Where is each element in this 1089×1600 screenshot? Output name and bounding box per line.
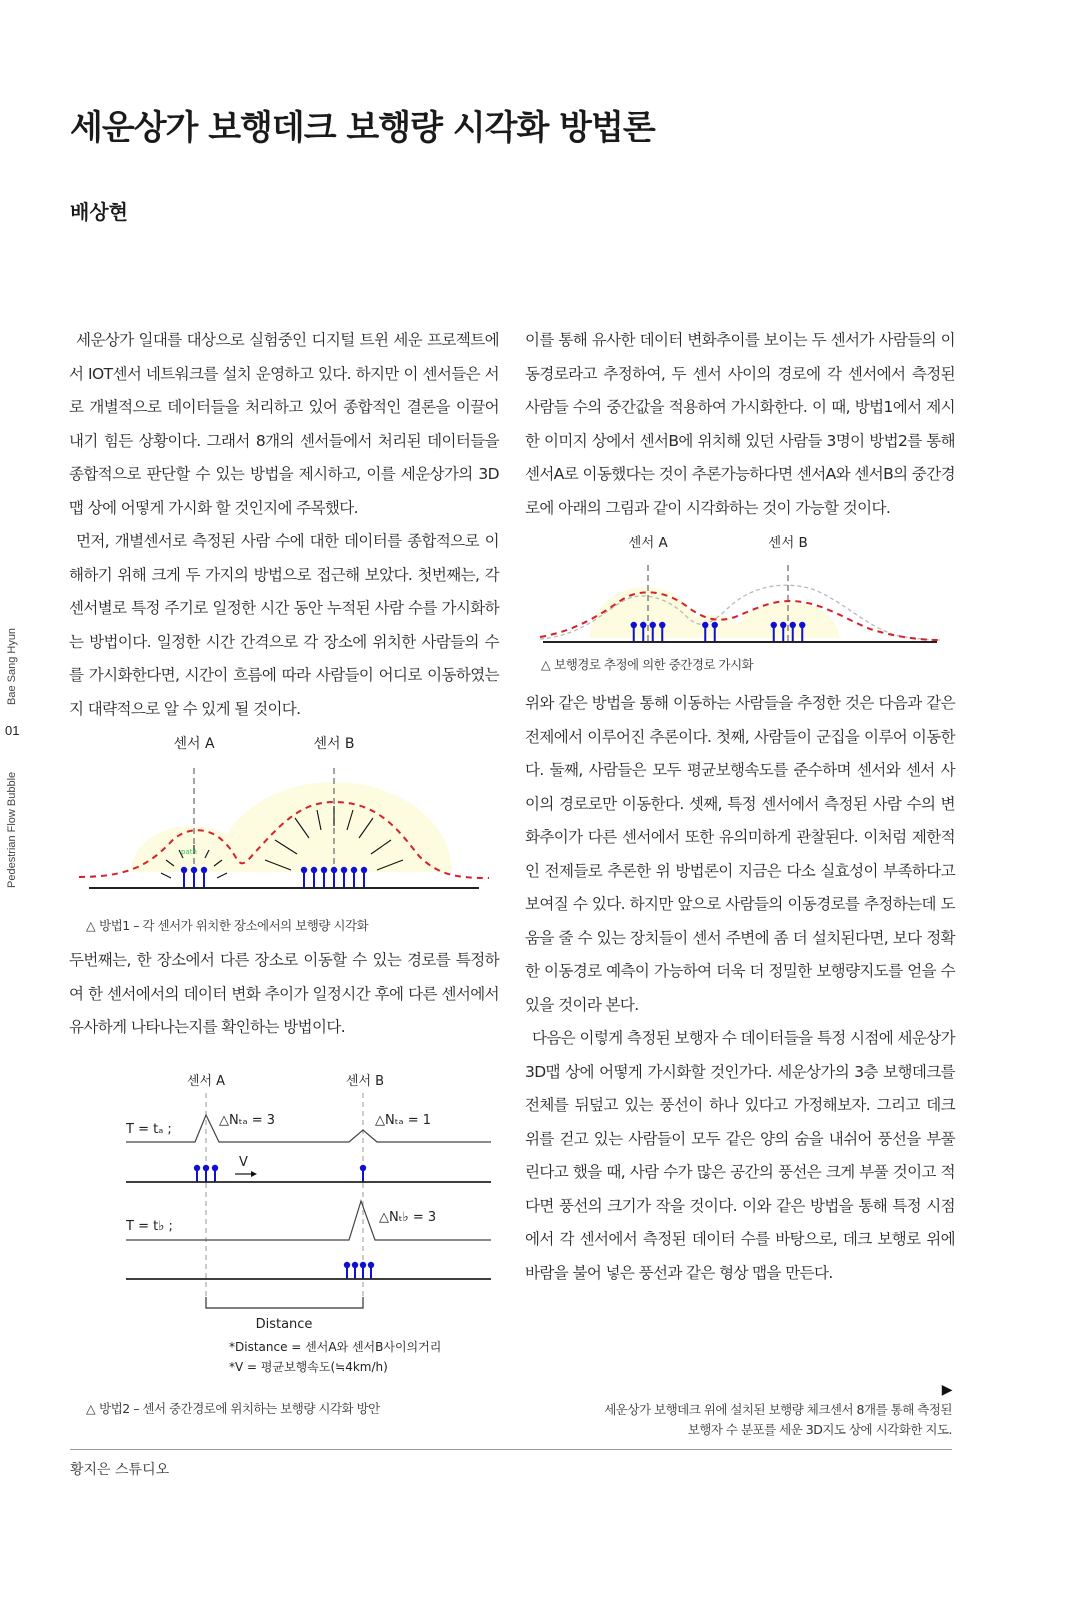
note-velocity: *V = 평균보행속도(≒4km/h) <box>229 1359 388 1374</box>
right-paragraph-1: 이를 통해 유사한 데이터 변화추이를 보이는 두 센서가 사람들의 이동경로라고 추정하여, 두 센서 사이의 경로에 각 센서에서 측정된 사람들 수의 중간값을 적용하여 가시화한다. 이 때, 방법1에서 제시한 이미지 상에서 센서B에 위치해 있던 사람들 3명이 방법2를 통해 센서A로 이동했다는 것이 추론가능하다면 센서A와 센서B의 중간경로에 아래의 그림과 같이 시각화하는 것이 가능할 것이다. <box>525 331 955 517</box>
person-marker <box>203 1164 209 1170</box>
right-paragraph-3: 다음은 이렇게 측정된 보행자 수 데이터들을 특정 시점에 세운상가 3D맵 상에 어떻게 가시화할 것인가다. 세운상가의 3층 보행데크를 전체를 뒤덮고 있는 풍선이 하나 있다고 가정해보자. 그리고 데크 위를 걷고 있는 사람들이 모두 같은 양의 숨을 내쉬어 풍선을 부풀린다고 했을 때, 사람 수가 많은 공간의 풍선은 크게 부풀 것이고 적다면 풍선의 크기가 작을 것이다. 이와 같은 방법을 통해 특정 시점에서 각 센서에서 측정된 데이터 수를 바탕으로, 데크 보행로 위에 바람을 불어 넣은 풍선과 같은 형상 맵을 만든다. <box>525 1029 955 1282</box>
person-marker <box>799 622 805 628</box>
figure-midpath <box>525 525 955 687</box>
right-paragraph-2: 위와 같은 방법을 통해 이동하는 사람들을 추정한 것은 다음과 같은 전제에서 이루어진 추론이다. 첫째, 사람들이 군집을 이루어 이동한다. 둘째, 사람들은 모두 평균보행속도를 준수하며 센서와 센서 사이의 경로로만 이동한다. 셋째, 특정 센서에서 측정된 사람 수의 변화추이가 다른 센서에서 또한 유의미하게 관찰된다. 이처럼 제한적인 전제들로 추론한 위 방법론이 지금은 다소 실효성이 부족하다고 보여질 수 있다. 하지만 앞으로 사람들의 이동경로를 추정하는데 도움을 줄 수 있는 장치들이 센서 주변에 좀 더 설치된다면, 보다 정확한 이동경로 예측이 가능하여 더욱 더 정밀한 보행량지도를 얻을 수 있을 것이라 본다. <box>525 694 955 1014</box>
person-marker <box>368 1261 374 1267</box>
figure-method-2 <box>69 1051 499 1381</box>
sensor-b-label: 센서 B <box>313 736 355 752</box>
figure-method-1 <box>69 726 499 944</box>
path-label: path <box>181 848 197 856</box>
left-column <box>69 324 499 1417</box>
triangle-icon: △ <box>541 657 551 672</box>
person-marker <box>341 867 347 873</box>
figure-2-caption <box>86 1399 499 1417</box>
person-marker <box>194 1164 200 1170</box>
sensor-b-label: 센서 B <box>768 535 808 551</box>
author-name: 배상현 <box>70 200 128 224</box>
person-marker <box>361 867 367 873</box>
method-1-diagram <box>69 726 499 916</box>
caption-text: 방법2 – 센서 중간경로에 위치하는 보행량 시각화 방안 <box>99 1400 380 1416</box>
sensor-b-label: 센서 B <box>345 1073 385 1089</box>
person-marker <box>212 1164 218 1170</box>
figure-1-caption <box>86 916 368 934</box>
sensor-a-label: 센서 A <box>628 535 668 551</box>
ta-signal <box>126 1112 491 1142</box>
left-paragraph-1: 세운상가 일대를 대상으로 실험중인 디지털 트윈 세운 프로젝트에서 IOT센서 네트워크를 설치 운영하고 있다. 하지만 이 센서들은 서로 개별적으로 데이터들을 처리하고 있어 종합적인 결론을 이끌어 내기 힘든 상황이다. 그래서 8개의 센서들에서 처리된 데이터들을 종합적으로 판단할 수 있는 방법을 제시하고, 이를 세운상가의 3D맵 상에 어떻게 가시화 할 것인지에 주목했다. <box>69 331 499 517</box>
row-ta-label: T = tₐ ; <box>126 1121 172 1137</box>
play-arrow-icon: ▶ <box>941 1382 952 1398</box>
person-marker <box>352 1261 358 1267</box>
person-marker <box>311 867 317 873</box>
person-marker <box>650 622 656 628</box>
person-marker <box>360 1164 366 1170</box>
person-marker <box>321 867 327 873</box>
people-markers-tb <box>344 1261 374 1278</box>
person-marker <box>702 622 708 628</box>
person-marker <box>181 867 187 873</box>
side-page-number: 01 <box>5 723 20 738</box>
sensor-a-label: 센서 A <box>173 736 215 752</box>
person-marker <box>344 1261 350 1267</box>
person-marker <box>631 622 637 628</box>
triangle-icon: △ <box>86 1400 96 1416</box>
page-title: 세운상가 보행데크 보행량 시각화 방법론 <box>70 108 655 148</box>
person-marker <box>712 622 718 628</box>
person-marker <box>331 867 337 873</box>
person-marker <box>301 867 307 873</box>
midpath-diagram <box>525 525 955 665</box>
left-paragraph-3: 두번째는, 한 장소에서 다른 장소로 이동할 수 있는 경로를 특정하여 한 센서에서의 데이터 변화 추이가 일정시간 후에 다른 센서에서 유사하게 나타나는지를 확인하는 방법이다. <box>69 951 499 1036</box>
person-marker <box>201 867 207 873</box>
arrow-head-icon <box>251 1171 257 1177</box>
velocity-label: V <box>239 1154 248 1170</box>
person-marker <box>780 622 786 628</box>
tb-signal <box>126 1201 491 1240</box>
person-marker <box>790 622 796 628</box>
footer-divider <box>70 1449 952 1450</box>
right-column <box>525 324 955 1290</box>
side-running-label <box>2 0 28 1600</box>
figure-3-caption <box>541 655 753 673</box>
side-series-title: Pedestrian Flow Bubble <box>6 771 18 888</box>
left-paragraph-2: 먼저, 개별센서로 측정된 사람 수에 대한 데이터를 종합적으로 이해하기 위해 크게 두 가지의 방법으로 접근해 보았다. 첫번째는, 각 센서별로 특정 주기로 일정한 시간 동안 누적된 사람 수를 가시화하는 방법이다. 일정한 시간 간격으로 각 장소에 위치한 사람들의 수를 가시화한다면, 시간이 흐름에 따라 사람들이 어디로 이동하였는지 대략적으로 알 수 있게 될 것이다. <box>69 532 499 718</box>
side-author-en: Bae Sang Hyun <box>6 627 18 705</box>
delta-b-tb: △Nₜ♭ = 3 <box>379 1209 437 1225</box>
triangle-icon: △ <box>86 918 96 933</box>
distance-bracket <box>206 1297 363 1308</box>
delta-b-ta: △Nₜₐ = 1 <box>375 1112 432 1128</box>
note-distance: *Distance = 센서A와 센서B사이의거리 <box>229 1339 442 1354</box>
person-marker <box>640 622 646 628</box>
caption-text: 보행경로 추정에 의한 중간경로 가시화 <box>554 657 754 672</box>
caption-text: 방법1 – 각 센서가 위치한 장소에서의 보행량 시각화 <box>99 918 369 933</box>
person-marker <box>659 622 665 628</box>
note-line-2: 보행자 수 분포를 세운 3D지도 상에 시각화한 지도. <box>687 1422 952 1437</box>
footer-studio: 황지은 스튜디오 <box>70 1462 170 1478</box>
method-2-diagram <box>69 1051 499 1381</box>
person-marker <box>191 867 197 873</box>
delta-a-ta: △Nₜₐ = 3 <box>219 1112 276 1128</box>
people-markers-ta <box>194 1164 366 1181</box>
person-marker <box>360 1261 366 1267</box>
row-tb-label: T = t♭ ; <box>126 1218 173 1234</box>
person-marker <box>771 622 777 628</box>
sensor-a-label: 센서 A <box>186 1073 226 1089</box>
note-line-1: 세운상가 보행데크 위에 설치된 보행량 체크센서 8개를 통해 측정된 <box>604 1402 952 1417</box>
map-side-note <box>604 1380 952 1440</box>
person-marker <box>351 867 357 873</box>
distance-label: Distance <box>255 1316 313 1332</box>
